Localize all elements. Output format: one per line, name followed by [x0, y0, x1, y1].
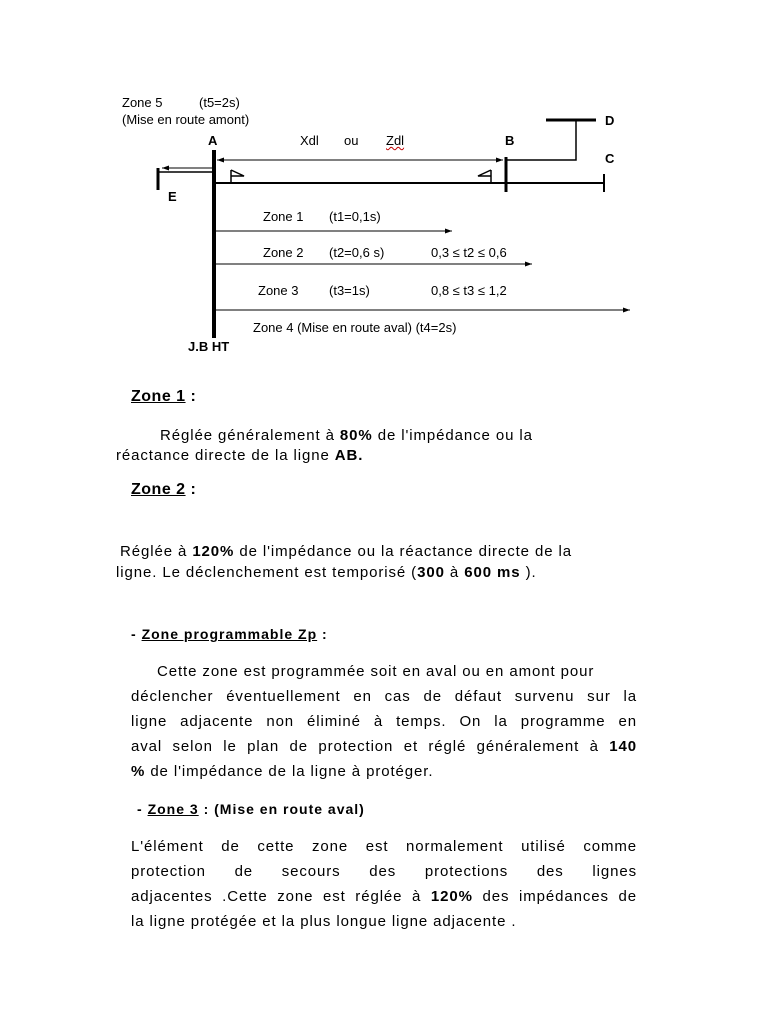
zone2-text: Réglée à	[120, 543, 193, 560]
zone2-line-2	[116, 564, 537, 581]
zone3-line-4: la ligne protégée et la plus longue ligne adjacente .	[131, 913, 517, 930]
zone1-colon: :	[185, 388, 197, 405]
zone3-text: adjacentes .Cette zone est réglée à	[131, 888, 431, 905]
zone2-text: ligne. Le déclenchement est temporisé (	[116, 564, 418, 581]
zone3-line-3	[131, 888, 637, 905]
zone3-line-2: protection de secours des protections des lignes	[131, 863, 637, 880]
relay-symbol-a	[231, 170, 244, 182]
zp-line-5	[131, 763, 433, 780]
node-d-label: D	[605, 113, 615, 128]
relay-symbol-b	[478, 170, 491, 182]
zone2-percent: 120%	[192, 543, 235, 560]
zp-line-3: ligne adjacente non éliminé à temps. On la programme en	[131, 713, 637, 730]
zp-text: aval selon le plan de protection et réglé généralement à	[131, 738, 610, 755]
zone2-range: 0,3 ≤ t2 ≤ 0,6	[431, 245, 507, 260]
zone2-line-1	[120, 543, 572, 560]
zp-line-2: déclencher éventuellement en cas de défaut survenu sur la	[131, 688, 637, 705]
zone3-dash: -	[137, 801, 148, 817]
zone1-line-ab: AB.	[334, 447, 364, 464]
zone2-time: (t2=0,6 s)	[329, 245, 385, 260]
zone1-text: de l'impédance ou la	[372, 427, 533, 444]
zone2-text: à	[444, 564, 465, 581]
diagram-lines	[0, 0, 768, 400]
zone3-label: Zone 3	[258, 283, 299, 298]
zp-title: Zone programmable Zp	[141, 626, 318, 642]
zone2-delay-max: 600 ms	[464, 564, 521, 581]
zone2-delay-min: 300	[417, 564, 445, 581]
reactance-label: Xdl	[300, 133, 319, 148]
zone1-text: Réglée généralement à	[160, 427, 340, 444]
zp-percent: 140	[609, 738, 637, 755]
zone3-heading	[137, 801, 365, 817]
zone3-subtitle: : (Mise en route aval)	[198, 801, 365, 817]
zone2-heading	[131, 481, 196, 499]
zone1-line-1	[160, 427, 533, 444]
zone1-title: Zone 1	[131, 388, 186, 405]
zone3-line-1: L'élément de cette zone est normalement utilisé comme	[131, 838, 637, 855]
node-e-label: E	[168, 189, 177, 204]
zone3-time: (t3=1s)	[329, 283, 370, 298]
zone3-title: Zone 3	[147, 801, 199, 817]
zp-percent-sign: %	[131, 763, 146, 780]
impedance-label: Zdl	[386, 133, 405, 148]
zp-text: de l'impédance de la ligne à protéger.	[145, 763, 434, 780]
zone2-text: ).	[520, 564, 537, 581]
zone1-line-2	[116, 447, 363, 464]
connection-b-d	[506, 120, 576, 160]
zone1-time: (t1=0,1s)	[329, 209, 381, 224]
zone3-percent: 120%	[430, 888, 473, 905]
zp-dash: -	[131, 626, 142, 642]
zp-line-1: Cette zone est programmée soit en aval ou en amont pour	[157, 663, 595, 680]
zone1-text: réactance directe de la ligne	[116, 447, 335, 464]
zp-colon: :	[317, 626, 328, 642]
zone5-time: (t5=2s)	[199, 95, 240, 110]
zp-heading	[131, 626, 328, 642]
or-label: ou	[344, 133, 359, 148]
zone4-label: Zone 4 (Mise en route aval) (t4=2s)	[253, 320, 457, 335]
zp-line-4	[131, 738, 637, 755]
zone3-range: 0,8 ≤ t3 ≤ 1,2	[431, 283, 507, 298]
zone1-label: Zone 1	[263, 209, 304, 224]
zone1-heading	[131, 388, 196, 406]
zone1-percent: 80%	[339, 427, 373, 444]
node-c-label: C	[605, 151, 615, 166]
zone2-title: Zone 2	[131, 481, 186, 498]
zone2-text: de l'impédance ou la réactance directe de la	[234, 543, 572, 560]
zone2-label: Zone 2	[263, 245, 304, 260]
zone2-colon: :	[185, 481, 197, 498]
node-b-label: B	[505, 133, 515, 148]
zone3-text: des impédances de	[472, 888, 637, 905]
zone5-label: Zone 5	[122, 95, 163, 110]
zone5-description: (Mise en route amont)	[122, 112, 250, 127]
node-a-label: A	[208, 133, 218, 148]
busbar-label: J.B HT	[188, 339, 230, 354]
